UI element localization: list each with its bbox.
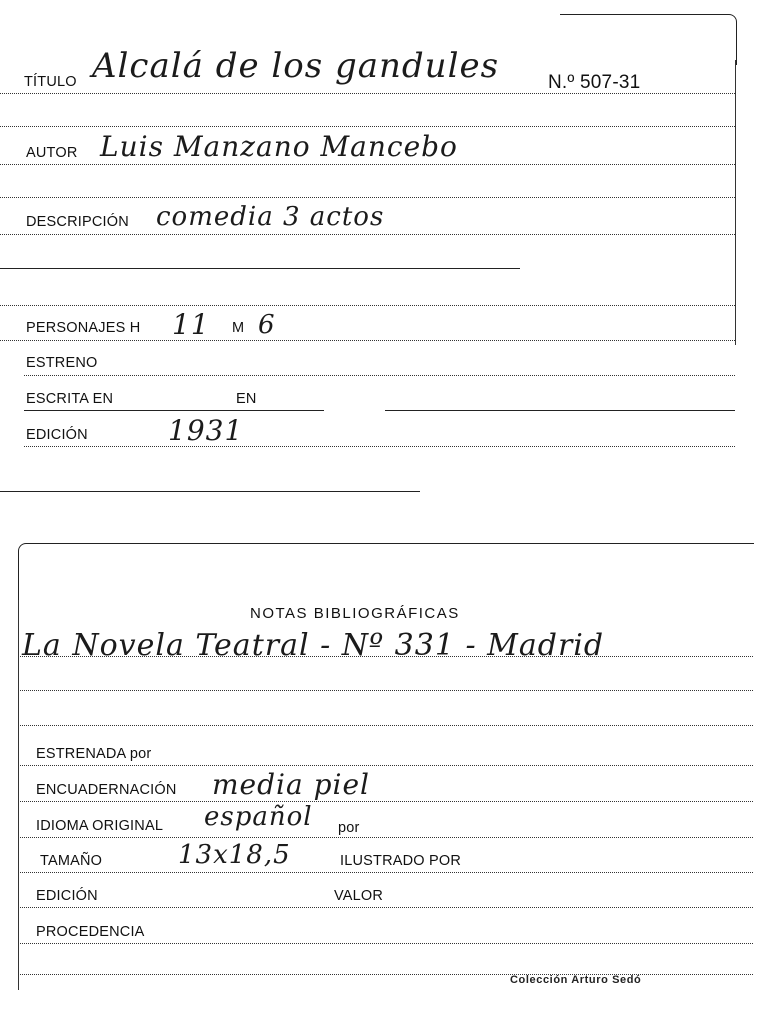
personajes-m-label: M <box>232 320 245 336</box>
estrenada-label: ESTRENADA por <box>36 746 152 762</box>
autor-label: AUTOR <box>26 145 78 161</box>
descripcion-line <box>0 234 735 235</box>
encuadernacion-line <box>18 801 753 802</box>
tamano-label: TAMAÑO <box>40 853 103 869</box>
edicion-line <box>24 446 735 447</box>
catalog-number: N.º 507-31 <box>548 72 641 93</box>
autor-value: Luis Manzano Mancebo <box>100 130 458 163</box>
card2-left-border <box>18 600 19 990</box>
card1-rule-4 <box>0 305 735 306</box>
estreno-label: ESTRENO <box>26 355 98 371</box>
card2-bottom-rule <box>18 974 753 975</box>
procedencia-line <box>18 943 753 944</box>
escrita-en-label: EN <box>236 391 257 407</box>
descripcion-label: DESCRIPCIÓN <box>26 214 129 230</box>
estrenada-line <box>18 765 753 766</box>
escrita-label: ESCRITA EN <box>26 391 114 407</box>
encuadernacion-label: ENCUADERNACIÓN <box>36 782 177 798</box>
card1-rule-3 <box>0 268 520 269</box>
idioma-por-label: por <box>338 820 360 836</box>
titulo-value: Alcalá de los gandules <box>92 46 500 86</box>
personajes-h-value: 11 <box>172 308 210 341</box>
valor-label: VALOR <box>334 888 384 904</box>
edicion2-label: EDICIÓN <box>36 888 98 904</box>
idioma-value: español <box>204 802 313 832</box>
card1-rule-2 <box>0 197 735 198</box>
tamano-value: 13x18,5 <box>178 840 291 870</box>
notas-line-1 <box>18 656 753 657</box>
escrita-line-1 <box>24 410 324 411</box>
card1-corner-border <box>560 14 737 65</box>
notas-heading: NOTAS BIBLIOGRÁFICAS <box>250 605 460 622</box>
personajes-m-value: 6 <box>258 310 276 340</box>
edicion-label: EDICIÓN <box>26 427 88 443</box>
card1-bottom-rule <box>0 491 420 492</box>
encuadernacion-value: media piel <box>212 768 370 801</box>
autor-line <box>0 164 735 165</box>
escrita-line-2 <box>385 410 735 411</box>
notas-value: La Novela Teatral - Nº 331 - Madrid <box>22 628 605 663</box>
personajes-label: PERSONAJES H <box>26 320 141 336</box>
edicion2-line <box>18 907 753 908</box>
ilustrado-label: ILUSTRADO POR <box>340 853 462 869</box>
estreno-line <box>24 375 735 376</box>
notas-line-3 <box>18 725 753 726</box>
procedencia-label: PROCEDENCIA <box>36 924 145 940</box>
notas-line-2 <box>18 690 753 691</box>
card1-right-border <box>735 60 736 345</box>
idioma-line <box>18 837 753 838</box>
card2-corner-border <box>18 543 754 604</box>
card1-rule-1 <box>0 126 735 127</box>
idioma-label: IDIOMA ORIGINAL <box>36 818 164 834</box>
personajes-line <box>0 340 735 341</box>
titulo-label: TÍTULO <box>24 74 77 90</box>
titulo-line <box>0 93 735 94</box>
descripcion-value: comedia 3 actos <box>156 202 385 232</box>
tamano-line <box>18 872 753 873</box>
collection-footer: Colección Arturo Sedó <box>510 974 642 986</box>
edicion-value: 1931 <box>168 414 244 447</box>
